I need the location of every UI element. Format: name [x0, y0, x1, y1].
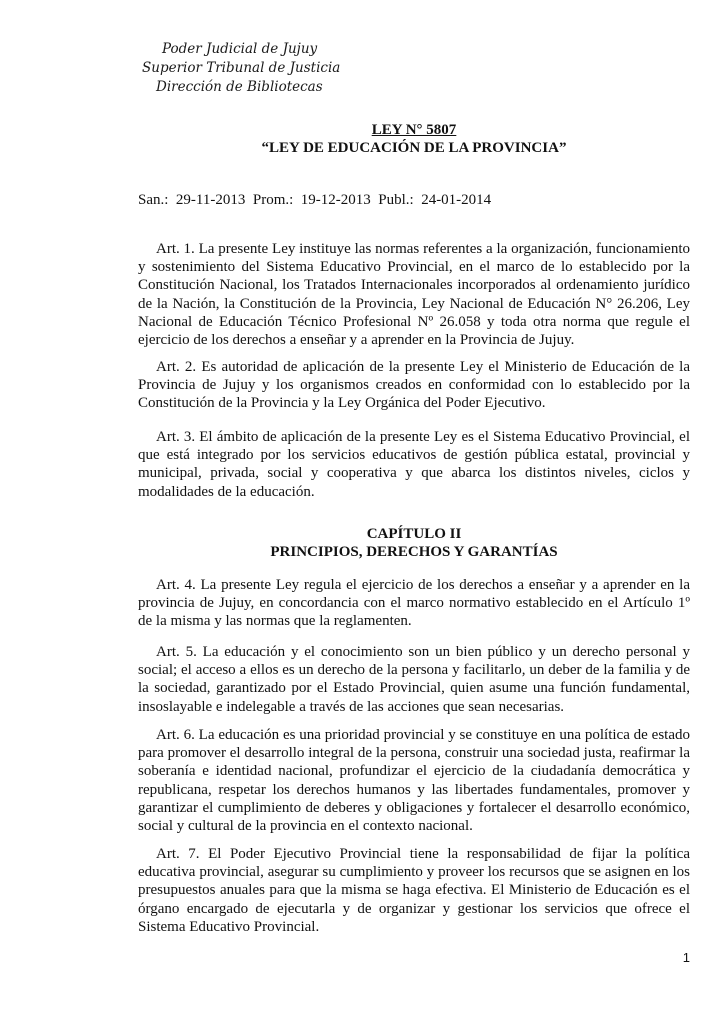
letterhead-line-tribunal: Superior Tribunal de Justicia: [142, 60, 341, 76]
article-4: Art. 4. La presente Ley regula el ejercicio de los derechos a enseñar y a aprender en la provincia de Jujuy, en concordancia con el marco normativo establecido en el Artículo 1º de la misma y las normas que la reglamenten.: [138, 577, 690, 630]
letterhead-line-judicial: Poder Judicial de Jujuy: [162, 41, 318, 57]
page-number: 1: [682, 950, 690, 965]
article-3: Art. 3. El ámbito de aplicación de la presente Ley es el Sistema Educativo Provincial, el que está integrado por los servicios educativos de gestión pública estatal, provincial y municipal, privada, social y cooperativa y que abarca los distintos niveles, ciclos y modalidades de la educación.: [138, 429, 690, 500]
sanction-dates: San.: 29-11-2013 Prom.: 19-12-2013 Publ.: 24-01-2014: [138, 192, 492, 208]
chapter-title: PRINCIPIOS, DERECHOS Y GARANTÍAS: [270, 544, 558, 560]
law-header: [138, 121, 690, 157]
chapter-header: [138, 525, 690, 561]
law-title: “LEY DE EDUCACIÓN DE LA PROVINCIA”: [261, 140, 567, 156]
law-number: LEY N° 5807: [371, 122, 457, 138]
letterhead-line-bibliotecas: Dirección de Bibliotecas: [156, 79, 323, 95]
article-1: Art. 1. La presente Ley instituye las normas referentes a la organización, funcionamiento y sostenimiento del Sistema Educativo Provincial, en el marco de lo establecido por la Constitución Nacional, los Tratados Internacionales incorporados al ordenamiento jurídico de la Nación, la Constitución de la Provincia, Ley Nacional de Educación N° 26.206, Ley Nacional de Educación Técnico Profesional Nº 26.058 y toda otra norma que regule el ejercicio de los derechos a enseñar y a aprender en la Provincia de Jujuy.: [138, 241, 690, 349]
letterhead: [138, 40, 340, 97]
chapter-number: CAPÍTULO II: [366, 526, 462, 542]
article-2: Art. 2. Es autoridad de aplicación de la presente Ley el Ministerio de Educación de la Provincia de Jujuy y los organismos creados en conformidad con lo establecido por la Constitución de la Provincia y la Ley Orgánica del Poder Ejecutivo.: [138, 359, 690, 412]
article-6: Art. 6. La educación es una prioridad provincial y se constituye en una política de estado para promover el desarrollo integral de la persona, construir una sociedad justa, reafirmar la soberanía e identidad nacional, profundizar el ejercicio de la ciudadanía democrática y republicana, respetar los derechos humanos y las libertades fundamentales, promover y garantizar el cumplimiento de deberes y obligaciones y fortalecer el desarrollo económico, social y cultural de la provincia en el contexto nacional.: [138, 727, 690, 835]
article-7: Art. 7. El Poder Ejecutivo Provincial tiene la responsabilidad de fijar la política educativa provincial, asegurar su cumplimiento y proveer los recursos que se asignen en los presupuestos anuales para que la misma se haga efectiva. El Ministerio de Educación es el órgano encargado de ejecutarla y de organizar y gestionar los servicios que ofrece el Sistema Educativo Provincial.: [138, 846, 690, 935]
article-5: Art. 5. La educación y el conocimiento son un bien público y un derecho personal y social; el acceso a ellos es un derecho de la persona y facilitarlo, un deber de la familia y de la sociedad, garantizado por el Estado Provincial, quien asume una función fundamental, insoslayable e indelegable a través de las acciones que sean necesarias.: [138, 644, 690, 715]
